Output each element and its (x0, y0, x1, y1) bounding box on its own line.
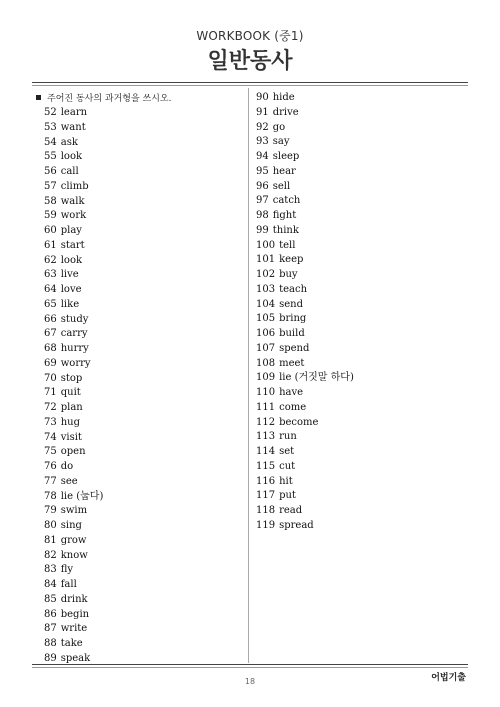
item-number: 85 (44, 593, 57, 605)
word-item (256, 239, 354, 254)
item-number: 62 (44, 254, 57, 266)
item-verb: keep (279, 254, 304, 266)
item-number: 63 (44, 269, 57, 281)
item-verb: lie (눕다) (60, 490, 104, 502)
word-item (256, 283, 354, 298)
item-verb: tell (279, 239, 296, 251)
word-item (256, 224, 354, 239)
item-number: 112 (256, 416, 276, 428)
word-item (256, 430, 354, 445)
item-verb: stop (60, 372, 83, 384)
item-verb: spend (279, 342, 310, 354)
word-item (256, 357, 354, 372)
item-verb: worry (60, 357, 91, 369)
word-item (44, 563, 103, 578)
item-number: 100 (256, 239, 276, 251)
word-item (256, 298, 354, 313)
item-number: 68 (44, 343, 57, 354)
item-verb: begin (60, 608, 90, 620)
item-number: 73 (44, 416, 57, 428)
item-verb: ask (60, 136, 78, 148)
word-item (44, 608, 103, 623)
item-number: 59 (44, 210, 57, 222)
item-number: 76 (44, 461, 57, 472)
item-verb: think (272, 224, 299, 236)
item-verb: study (60, 313, 89, 325)
word-item (44, 150, 103, 165)
item-number: 119 (256, 519, 276, 531)
item-number: 109 (256, 372, 276, 384)
word-item (256, 106, 354, 121)
word-item (44, 504, 103, 519)
item-number: 67 (44, 328, 57, 340)
top-rule-secondary (32, 85, 468, 86)
word-item (44, 239, 103, 254)
item-verb: see (60, 475, 78, 487)
item-number: 91 (256, 106, 269, 118)
item-number: 84 (44, 579, 57, 590)
item-verb: look (60, 151, 83, 163)
item-verb: fall (60, 579, 77, 590)
word-item (44, 622, 103, 637)
item-number: 54 (44, 136, 57, 148)
word-item (44, 136, 103, 151)
word-item (44, 106, 103, 121)
item-number: 75 (44, 446, 57, 458)
item-verb: swim (60, 505, 88, 517)
word-item (44, 637, 103, 652)
item-number: 87 (44, 623, 57, 635)
word-item (44, 534, 103, 549)
word-item (44, 313, 103, 328)
item-number: 110 (256, 387, 276, 398)
item-verb: drive (272, 106, 299, 118)
item-verb: play (60, 225, 82, 236)
item-number: 114 (256, 446, 276, 457)
item-number: 69 (44, 357, 57, 369)
item-number: 113 (256, 431, 276, 443)
item-verb: catch (272, 195, 301, 207)
item-number: 58 (44, 195, 57, 207)
item-number: 81 (44, 534, 57, 546)
word-item (44, 298, 103, 313)
bottom-rule (32, 664, 468, 665)
word-item (256, 342, 354, 357)
word-item (44, 180, 103, 195)
item-verb: run (279, 431, 297, 443)
word-item (256, 165, 354, 180)
left-word-list (44, 106, 103, 667)
word-item (256, 327, 354, 342)
item-number: 65 (44, 298, 57, 310)
word-item (44, 268, 103, 283)
item-verb: live (60, 269, 79, 281)
word-item (256, 180, 354, 195)
item-number: 53 (44, 121, 57, 133)
item-verb: drink (60, 593, 88, 605)
item-number: 52 (44, 107, 57, 118)
column-divider (248, 88, 249, 663)
item-verb: open (60, 446, 86, 458)
word-item (256, 504, 354, 519)
item-verb: meet (279, 357, 305, 369)
word-item (44, 342, 103, 357)
item-verb: bring (279, 313, 307, 325)
word-item (256, 386, 354, 401)
word-item (256, 312, 354, 327)
word-item (44, 519, 103, 534)
item-number: 88 (44, 638, 57, 649)
word-item (256, 209, 354, 224)
word-item (44, 593, 103, 608)
word-item (256, 121, 354, 136)
item-verb: hug (60, 416, 81, 428)
item-number: 118 (256, 505, 276, 516)
word-item (256, 268, 354, 283)
item-number: 101 (256, 254, 276, 266)
item-verb: work (60, 210, 87, 222)
workbook-subtitle: WORKBOOK (중1) (196, 29, 304, 43)
item-number: 115 (256, 460, 276, 472)
word-item (44, 357, 103, 372)
item-verb: say (272, 136, 290, 148)
item-number: 94 (256, 151, 269, 162)
item-number: 71 (44, 387, 57, 399)
item-verb: call (60, 166, 79, 177)
word-item (256, 489, 354, 504)
item-verb: visit (60, 431, 82, 443)
item-verb: cut (279, 460, 296, 472)
item-verb: climb (60, 180, 89, 192)
word-item (44, 401, 103, 416)
item-verb: look (60, 254, 83, 266)
word-item (44, 490, 103, 505)
item-number: 97 (256, 195, 269, 207)
item-number: 78 (44, 490, 57, 502)
item-verb: plan (60, 402, 83, 413)
item-number: 106 (256, 328, 276, 339)
item-number: 104 (256, 298, 276, 310)
right-word-list (256, 91, 354, 534)
item-number: 89 (44, 652, 57, 664)
item-number: 74 (44, 431, 57, 443)
item-verb: spread (279, 519, 314, 531)
item-number: 90 (256, 92, 269, 103)
item-verb: buy (279, 269, 298, 280)
item-verb: hurry (60, 343, 89, 354)
item-verb: walk (60, 195, 85, 207)
item-verb: lie (거짓말 하다) (279, 372, 354, 384)
footer-brand: 어법기출 (431, 673, 466, 683)
word-item (256, 401, 354, 416)
word-item (256, 194, 354, 209)
item-verb: send (279, 298, 303, 310)
item-number: 116 (256, 475, 276, 487)
item-verb: know (60, 549, 88, 561)
word-item (256, 135, 354, 150)
word-item (44, 475, 103, 490)
item-verb: do (60, 461, 74, 472)
word-item (256, 445, 354, 460)
item-verb: grow (60, 534, 87, 546)
item-number: 61 (44, 239, 57, 251)
item-number: 66 (44, 313, 57, 325)
item-number: 86 (44, 608, 57, 620)
item-number: 107 (256, 342, 276, 354)
item-number: 105 (256, 313, 276, 325)
bullet-square-icon (36, 95, 41, 100)
word-item (44, 209, 103, 224)
item-verb: fight (272, 210, 297, 221)
item-number: 103 (256, 283, 276, 295)
word-item (44, 254, 103, 269)
item-verb: write (60, 623, 88, 635)
item-number: 56 (44, 166, 57, 177)
instruction (36, 93, 171, 105)
item-number: 93 (256, 136, 269, 148)
item-number: 72 (44, 402, 57, 413)
item-verb: take (60, 638, 83, 649)
item-number: 83 (44, 564, 57, 576)
bottom-rule-secondary (32, 667, 468, 668)
word-item (256, 416, 354, 431)
word-item (44, 195, 103, 210)
item-number: 108 (256, 357, 276, 369)
item-number: 96 (256, 180, 269, 192)
item-verb: sleep (272, 151, 300, 162)
item-number: 82 (44, 549, 57, 561)
word-item (44, 372, 103, 387)
word-item (256, 371, 354, 386)
item-number: 117 (256, 490, 276, 502)
word-item (44, 445, 103, 460)
item-number: 92 (256, 121, 269, 133)
item-verb: like (60, 298, 80, 310)
word-item (44, 327, 103, 342)
item-number: 57 (44, 180, 57, 192)
item-number: 102 (256, 269, 276, 280)
word-item (44, 416, 103, 431)
item-number: 98 (256, 210, 269, 221)
word-item (256, 91, 354, 106)
item-number: 80 (44, 520, 57, 531)
item-verb: hide (272, 92, 295, 103)
item-number: 111 (256, 401, 276, 413)
word-item (256, 519, 354, 534)
word-item (256, 150, 354, 165)
top-rule (32, 82, 468, 83)
item-verb: want (60, 121, 86, 133)
item-verb: carry (60, 328, 88, 340)
word-item (44, 386, 103, 401)
item-verb: come (279, 401, 307, 413)
item-number: 95 (256, 165, 269, 177)
item-verb: hit (279, 475, 293, 487)
word-item (44, 578, 103, 593)
item-number: 79 (44, 505, 57, 517)
item-verb: sing (60, 520, 82, 531)
item-verb: go (272, 121, 286, 133)
item-verb: set (279, 446, 295, 457)
item-number: 70 (44, 372, 57, 384)
word-item (44, 431, 103, 446)
item-verb: start (60, 239, 85, 251)
item-verb: sell (272, 180, 291, 192)
item-number: 60 (44, 225, 57, 236)
page-title: 일반동사 (207, 49, 293, 74)
item-verb: speak (60, 652, 91, 664)
word-item (44, 165, 103, 180)
item-number: 77 (44, 475, 57, 487)
word-item (44, 224, 103, 239)
item-verb: teach (279, 283, 308, 295)
item-verb: build (279, 328, 305, 339)
word-item (256, 475, 354, 490)
item-verb: read (279, 505, 303, 516)
item-verb: love (60, 284, 82, 295)
instruction-text: 주어진 동사의 과거형을 쓰시오. (47, 94, 172, 104)
item-verb: quit (60, 387, 81, 399)
word-item (44, 283, 103, 298)
item-number: 64 (44, 284, 57, 295)
item-verb: hear (272, 165, 296, 177)
item-verb: have (279, 387, 304, 398)
page-number: 18 (244, 677, 256, 686)
word-item (44, 549, 103, 564)
item-verb: learn (60, 107, 88, 118)
word-item (256, 253, 354, 268)
item-verb: become (279, 416, 319, 428)
item-verb: put (279, 490, 296, 502)
word-item (44, 460, 103, 475)
item-number: 99 (256, 224, 269, 236)
word-item (44, 121, 103, 136)
word-item (256, 460, 354, 475)
item-number: 55 (44, 151, 57, 163)
item-verb: fly (60, 564, 74, 576)
